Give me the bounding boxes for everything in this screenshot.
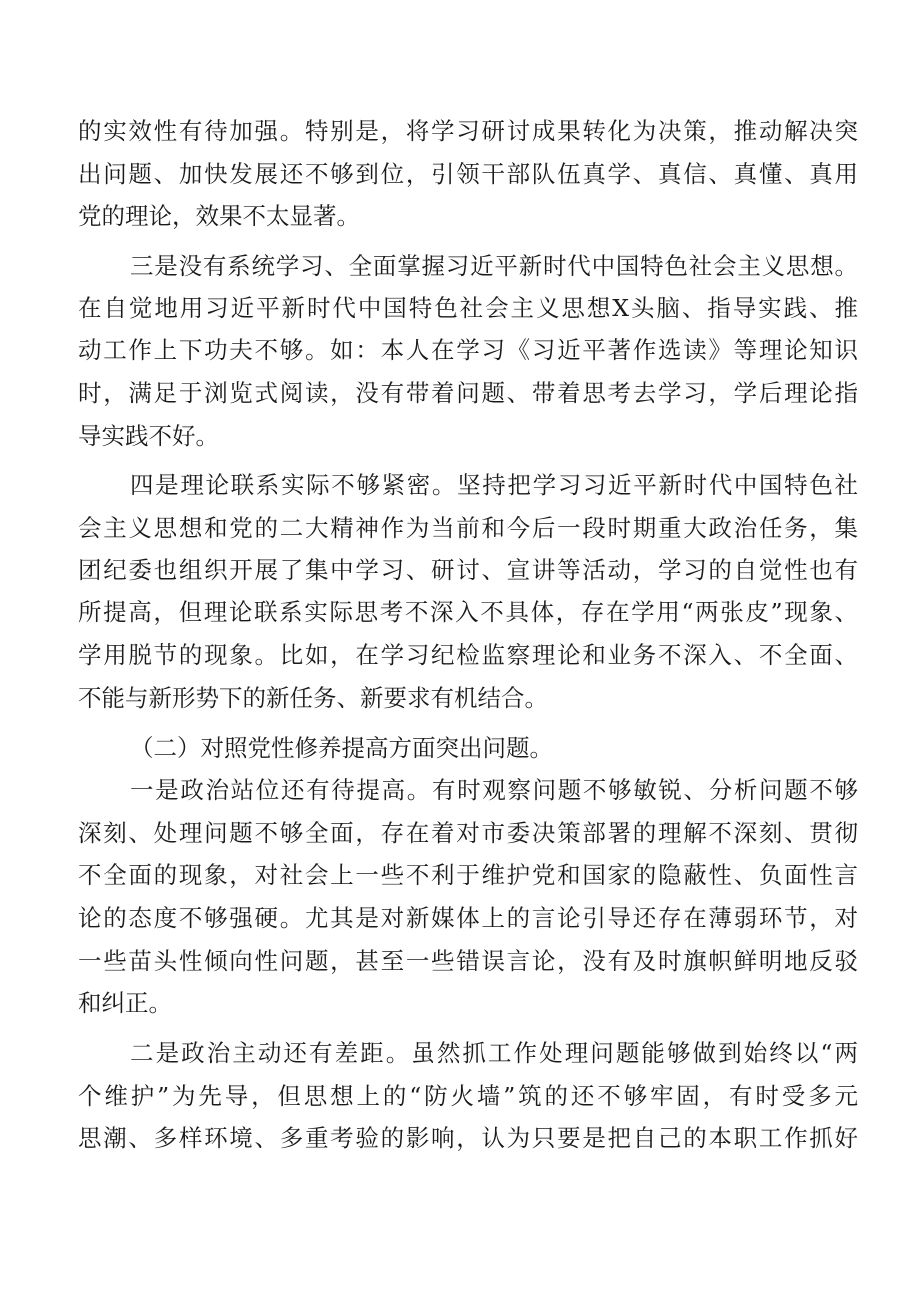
text-line: 学用脱节的现象。比如，在学习纪检监察理论和业务不深入、不全面、 — [78, 641, 858, 669]
text-line: 个维护”为先导，但思想上的“防火墙”筑的还不够牢固，有时受多元 — [78, 1082, 858, 1110]
paragraph-start-line: 四是理论联系实际不够紧密。坚持把学习习近平新时代中国特色社 — [130, 471, 858, 499]
text-line: 出问题、加快发展还不够到位，引领干部队伍真学、真信、真懂、真用 — [78, 160, 858, 188]
text-line: 团纪委也组织开展了集中学习、研讨、宣讲等活动，学习的自觉性也有 — [78, 556, 858, 584]
paragraph-start-line: 一是政治站位还有待提高。有时观察问题不够敏锐、分析问题不够 — [130, 776, 858, 804]
text-line: 一些苗头性倾向性问题，甚至一些错误言论，没有及时旗帜鲜明地反驳 — [78, 947, 858, 975]
section-heading: （二）对照党性修养提高方面突出问题。 — [130, 734, 553, 762]
paragraph-start-line: 三是没有系统学习、全面掌握习近平新时代中国特色社会主义思想。 — [130, 252, 858, 280]
text-line: 深刻、处理问题不够全面，存在着对市委决策部署的理解不深刻、贯彻 — [78, 819, 858, 847]
paragraph-start-line: 二是政治主动还有差距。虽然抓工作处理问题能够做到始终以“两 — [130, 1039, 858, 1067]
text-line: 不能与新形势下的新任务、新要求有机结合。 — [78, 684, 548, 712]
text-line: 会主义思想和党的二大精神作为当前和今后一段时期重大政治任务，集 — [78, 514, 858, 542]
text-line: 在自觉地用习近平新时代中国特色社会主义思想X头脑、指导实践、推 — [78, 294, 858, 322]
text-line: 的实效性有待加强。特别是，将学习研讨成果转化为决策，推动解决突 — [78, 117, 858, 145]
text-line: 不全面的现象，对社会上一些不利于维护党和国家的隐蔽性、负面性言 — [78, 861, 858, 889]
text-line: 导实践不好。 — [78, 422, 219, 450]
text-line: 时，满足于浏览式阅读，没有带着问题、带着思考去学习，学后理论指 — [78, 379, 858, 407]
text-line: 论的态度不够强硬。尤其是对新媒体上的言论引导还存在薄弱环节，对 — [78, 904, 858, 932]
text-line: 所提高，但理论联系实际思考不深入不具体，存在学用“两张皮”现象、 — [78, 598, 858, 626]
text-line: 党的理论，效果不太显著。 — [78, 202, 360, 230]
text-line: 思潮、多样环境、多重考验的影响，认为只要是把自己的本职工作抓好 — [78, 1124, 858, 1152]
text-line: 和纠正。 — [78, 989, 172, 1017]
text-line: 动工作上下功夫不够。如：本人在学习《习近平著作选读》等理论知识 — [78, 336, 858, 364]
